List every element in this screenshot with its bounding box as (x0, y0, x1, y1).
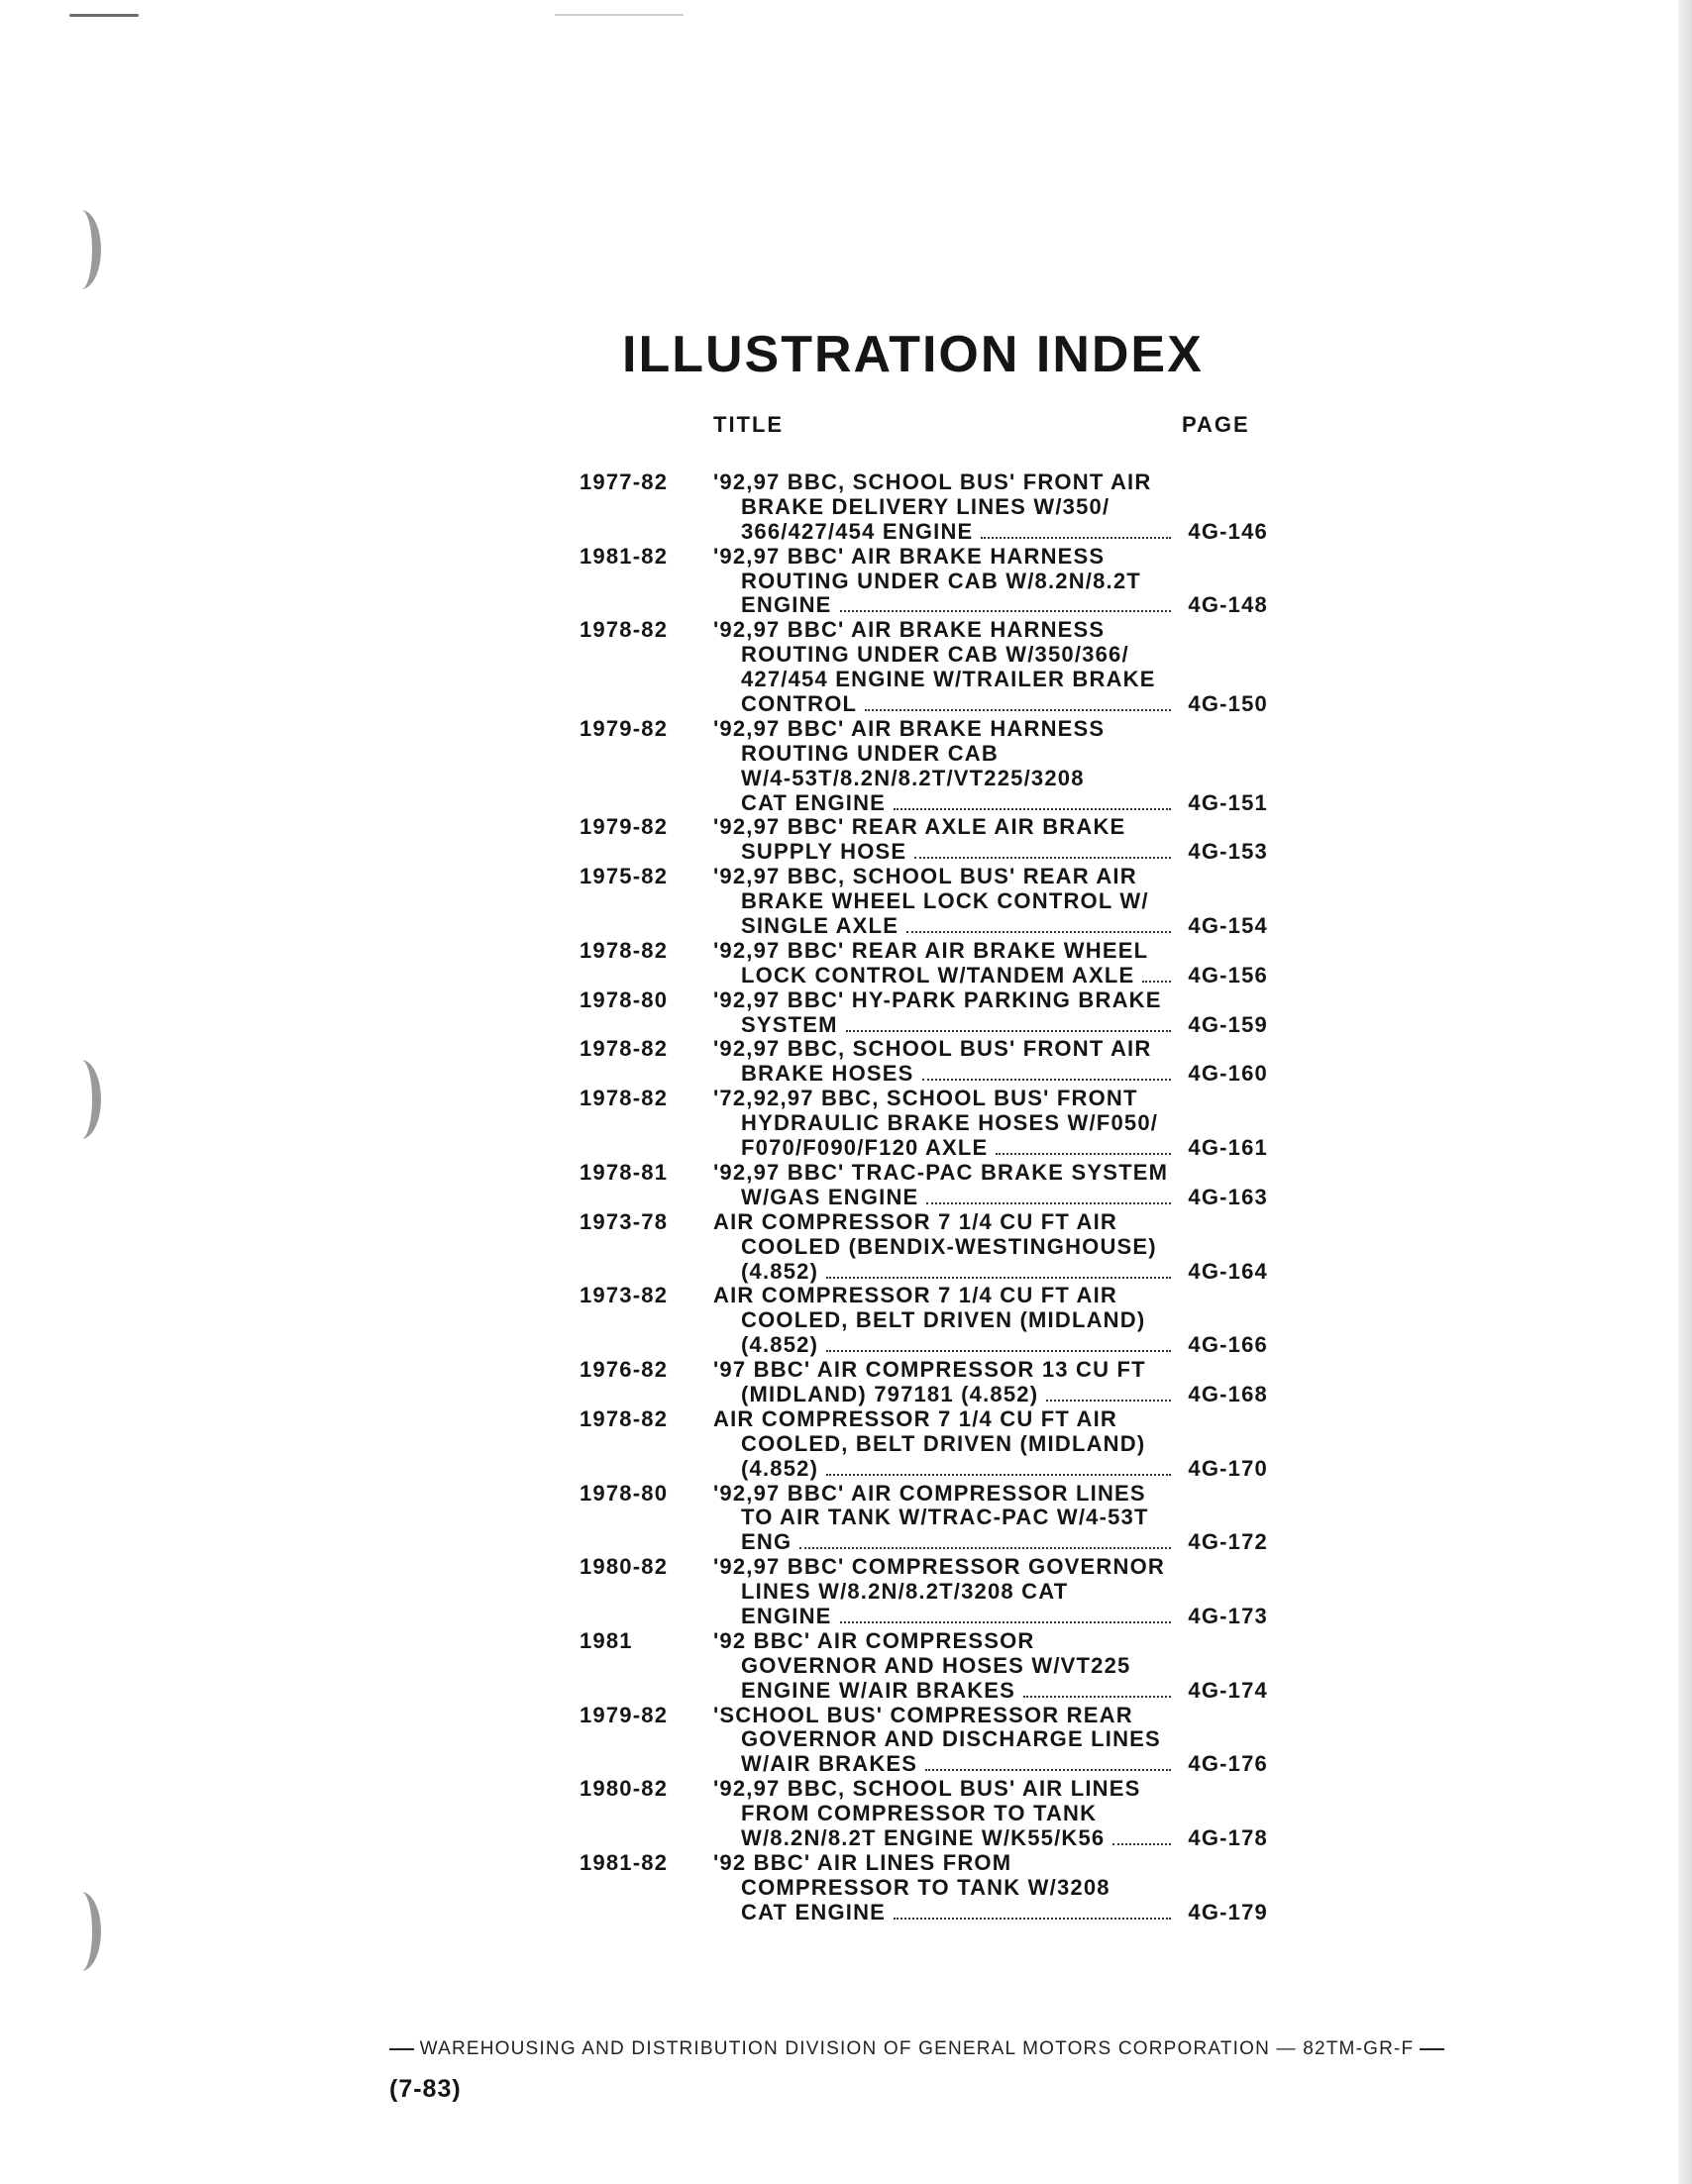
index-list (580, 470, 1273, 1925)
entry-title-line: 366/427/454 ENGINE (741, 518, 974, 544)
entry-title (713, 1284, 1268, 1358)
entry-title (713, 618, 1268, 717)
entry-year: 1973-78 (580, 1208, 669, 1234)
entry-title-line: TO AIR TANK W/TRAC-PAC W/4-53T (741, 1505, 1149, 1530)
index-entry (580, 988, 1273, 1038)
entry-title-line: COOLED, BELT DRIVEN (MIDLAND) (741, 1430, 1146, 1456)
dot-leader (981, 537, 1171, 539)
entry-year: 1978-80 (580, 1480, 669, 1506)
index-entry (580, 717, 1273, 816)
entry-page: 4G-153 (1188, 839, 1268, 865)
entry-title (713, 1161, 1268, 1210)
binder-hole-middle (61, 1060, 101, 1139)
entry-title-last-line (713, 1901, 1268, 1925)
index-entry (580, 1210, 1273, 1285)
entry-year: 1980-82 (580, 1554, 669, 1580)
entry-title-last-line (713, 791, 1268, 816)
entry-title-last-line (713, 1062, 1268, 1087)
entry-title-last-line (713, 1013, 1268, 1038)
entry-title (713, 1087, 1268, 1161)
entry-page: 4G-174 (1188, 1677, 1268, 1703)
entry-title (713, 470, 1268, 545)
footer-text: WAREHOUSING AND DISTRIBUTION DIVISION OF GENERAL MOTORS CORPORATION — 82TM-GR-F (419, 2038, 1415, 2059)
entry-year: 1978-82 (580, 937, 669, 963)
dot-leader (846, 1030, 1171, 1032)
index-entry (580, 939, 1273, 988)
entry-page: 4G-154 (1188, 913, 1268, 939)
footer-rule-left (389, 2048, 414, 2050)
column-header-page: PAGE (1182, 412, 1250, 437)
dot-leader (840, 610, 1171, 612)
entry-year: 1977-82 (580, 469, 669, 494)
entry-title-last-line (713, 1333, 1268, 1358)
entry-title-line: '92,97 BBC' AIR BRAKE HARNESS (713, 715, 1106, 741)
entry-title-line: COOLED (BENDIX-WESTINGHOUSE) (741, 1233, 1157, 1259)
dot-leader (1046, 1400, 1171, 1402)
index-entry (580, 1555, 1273, 1629)
entry-title-last-line (713, 1136, 1268, 1161)
index-entry (580, 1482, 1273, 1556)
entry-title-line: GOVERNOR AND HOSES W/VT225 (741, 1652, 1131, 1678)
entry-year: 1978-82 (580, 1036, 669, 1062)
dot-leader (826, 1350, 1171, 1352)
entry-title-last-line (713, 1530, 1268, 1555)
footer-rule-right (1420, 2048, 1444, 2050)
entry-title (713, 1358, 1268, 1407)
entry-title-line: '92,97 BBC' REAR AXLE AIR BRAKE (713, 814, 1126, 840)
entry-title-line: (MIDLAND) 797181 (4.852) (741, 1381, 1039, 1406)
entry-title-last-line (713, 1752, 1268, 1777)
entry-title-line: (4.852) (741, 1258, 819, 1284)
index-entry (580, 1851, 1273, 1925)
entry-title (713, 939, 1268, 988)
entry-title-line: AIR COMPRESSOR 7 1/4 CU FT AIR (713, 1208, 1118, 1234)
dot-leader (926, 1202, 1171, 1204)
index-entry (580, 1407, 1273, 1482)
page-title: ILLUSTRATION INDEX (622, 326, 1204, 383)
entry-page: 4G-156 (1188, 962, 1268, 988)
index-entry (580, 1087, 1273, 1161)
binder-hole-top (61, 210, 101, 289)
dot-leader (894, 1918, 1171, 1920)
entry-title-line: ENG (741, 1529, 793, 1555)
entry-title-line: ROUTING UNDER CAB W/350/366/ (741, 642, 1129, 668)
entry-title-last-line (713, 593, 1268, 618)
entry-title-line: '92,97 BBC' AIR COMPRESSOR LINES (713, 1480, 1146, 1506)
dot-leader (865, 709, 1171, 711)
entry-title-line: '97 BBC' AIR COMPRESSOR 13 CU FT (713, 1357, 1146, 1383)
entry-page: 4G-146 (1188, 518, 1268, 544)
entry-title-line: COMPRESSOR TO TANK W/3208 (741, 1874, 1110, 1900)
entry-title (713, 865, 1268, 939)
entry-title-line: F070/F090/F120 AXLE (741, 1135, 989, 1161)
entry-title-line: COOLED, BELT DRIVEN (MIDLAND) (741, 1307, 1146, 1333)
entry-title-line: ROUTING UNDER CAB (741, 740, 999, 766)
entry-title-line: (4.852) (741, 1455, 819, 1481)
entry-title-line: 427/454 ENGINE W/TRAILER BRAKE (741, 667, 1156, 692)
entry-year: 1979-82 (580, 715, 669, 741)
entry-title-line: '92 BBC' AIR LINES FROM (713, 1849, 1012, 1875)
entry-title (713, 1704, 1268, 1778)
entry-year: 1978-80 (580, 987, 669, 1012)
entry-year: 1981 (580, 1627, 633, 1653)
entry-title (713, 545, 1268, 619)
entry-title-line: '92,97 BBC' REAR AIR BRAKE WHEEL (713, 937, 1149, 963)
entry-title-line: AIR COMPRESSOR 7 1/4 CU FT AIR (713, 1283, 1118, 1308)
entry-title-line: SYSTEM (741, 1011, 838, 1037)
entry-page: 4G-164 (1188, 1258, 1268, 1284)
entry-title-last-line (713, 914, 1268, 939)
entry-page: 4G-148 (1188, 592, 1268, 618)
dot-leader (906, 931, 1171, 933)
entry-year: 1978-82 (580, 1086, 669, 1111)
entry-year: 1975-82 (580, 864, 669, 889)
entry-title (713, 717, 1268, 816)
index-entry (580, 1629, 1273, 1704)
entry-page: 4G-161 (1188, 1135, 1268, 1161)
entry-title-line: BRAKE WHEEL LOCK CONTROL W/ (741, 888, 1149, 914)
entry-year: 1978-82 (580, 1405, 669, 1431)
entry-title-line: W/8.2N/8.2T ENGINE W/K55/K56 (741, 1824, 1106, 1850)
entry-year: 1973-82 (580, 1283, 669, 1308)
dot-leader (925, 1769, 1171, 1771)
entry-title-line: '92 BBC' AIR COMPRESSOR (713, 1627, 1035, 1653)
entry-title-last-line (713, 1186, 1268, 1210)
entry-title-line: '92,97 BBC, SCHOOL BUS' FRONT AIR (713, 469, 1152, 494)
entry-title (713, 1210, 1268, 1285)
index-entry (580, 1284, 1273, 1358)
entry-year: 1978-82 (580, 617, 669, 643)
dot-leader (799, 1547, 1171, 1549)
entry-title-line: ENGINE (741, 592, 832, 618)
scan-mark (69, 14, 139, 17)
entry-page: 4G-163 (1188, 1184, 1268, 1209)
entry-year: 1981-82 (580, 543, 669, 569)
index-entry (580, 618, 1273, 717)
index-entry (580, 1161, 1273, 1210)
entry-title-line: W/4-53T/8.2N/8.2T/VT225/3208 (741, 765, 1085, 790)
entry-title (713, 1851, 1268, 1925)
entry-title-line: '92,97 BBC' TRAC-PAC BRAKE SYSTEM (713, 1159, 1169, 1185)
dot-leader (1142, 981, 1171, 983)
entry-title-line: LINES W/8.2N/8.2T/3208 CAT (741, 1579, 1069, 1605)
entry-page: 4G-159 (1188, 1011, 1268, 1037)
entry-title-line: BRAKE DELIVERY LINES W/350/ (741, 493, 1110, 519)
entry-title-last-line (713, 1679, 1268, 1704)
entry-title-line: FROM COMPRESSOR TO TANK (741, 1801, 1098, 1826)
entry-title-line: CAT ENGINE (741, 789, 887, 815)
entry-title-last-line (713, 964, 1268, 988)
entry-title (713, 1777, 1268, 1851)
entry-title-last-line (713, 692, 1268, 717)
dot-leader (894, 808, 1171, 810)
entry-title-line: CONTROL (741, 691, 858, 717)
entry-page: 4G-173 (1188, 1603, 1268, 1628)
entry-title-line: '92,97 BBC' COMPRESSOR GOVERNOR (713, 1554, 1165, 1580)
dot-leader (826, 1277, 1171, 1279)
footer (389, 2038, 1444, 2060)
entry-title-line: GOVERNOR AND DISCHARGE LINES (741, 1726, 1161, 1752)
entry-page: 4G-150 (1188, 691, 1268, 717)
dot-leader (914, 857, 1171, 859)
entry-title (713, 1555, 1268, 1629)
entry-page: 4G-176 (1188, 1751, 1268, 1777)
entry-title-line: W/AIR BRAKES (741, 1751, 918, 1777)
index-entry (580, 1037, 1273, 1087)
entry-title-last-line (713, 840, 1268, 865)
entry-title-line: W/GAS ENGINE (741, 1184, 919, 1209)
index-entry (580, 1704, 1273, 1778)
entry-title (713, 1037, 1268, 1087)
dot-leader (1023, 1696, 1171, 1698)
entry-title-line: '92,97 BBC, SCHOOL BUS' AIR LINES (713, 1776, 1141, 1802)
entry-title-line: '92,97 BBC' AIR BRAKE HARNESS (713, 543, 1106, 569)
entry-title-last-line (713, 520, 1268, 545)
entry-title-line: '72,92,97 BBC, SCHOOL BUS' FRONT (713, 1086, 1138, 1111)
entry-title-line: ENGINE (741, 1603, 832, 1628)
entry-page: 4G-166 (1188, 1332, 1268, 1358)
dot-leader (826, 1474, 1171, 1476)
dot-leader (996, 1153, 1171, 1155)
entry-page: 4G-172 (1188, 1529, 1268, 1555)
entry-page: 4G-168 (1188, 1381, 1268, 1406)
entry-title-line: ROUTING UNDER CAB W/8.2N/8.2T (741, 568, 1141, 593)
revision-date: (7-83) (389, 2075, 462, 2103)
column-header-title: TITLE (713, 412, 785, 437)
entry-title-line: ENGINE W/AIR BRAKES (741, 1677, 1016, 1703)
page-edge-shadow (1678, 0, 1692, 2184)
entry-page: 4G-178 (1188, 1824, 1268, 1850)
entry-title-line: SINGLE AXLE (741, 913, 899, 939)
index-entry (580, 1358, 1273, 1407)
entry-title-last-line (713, 1605, 1268, 1629)
index-entry (580, 865, 1273, 939)
entry-title (713, 1629, 1268, 1704)
entry-title-line: '92,97 BBC, SCHOOL BUS' FRONT AIR (713, 1036, 1152, 1062)
entry-title-last-line (713, 1826, 1268, 1851)
entry-title-line: AIR COMPRESSOR 7 1/4 CU FT AIR (713, 1405, 1118, 1431)
scan-mark (555, 14, 684, 16)
dot-leader (1112, 1843, 1171, 1845)
dot-leader (922, 1079, 1171, 1081)
entry-title (713, 1482, 1268, 1556)
entry-title-line: 'SCHOOL BUS' COMPRESSOR REAR (713, 1702, 1133, 1727)
entry-title-last-line (713, 1457, 1268, 1482)
entry-year: 1981-82 (580, 1849, 669, 1875)
entry-title-last-line (713, 1260, 1268, 1285)
entry-title-line: SUPPLY HOSE (741, 839, 907, 865)
entry-title-line: '92,97 BBC' HY-PARK PARKING BRAKE (713, 987, 1162, 1012)
entry-year: 1979-82 (580, 814, 669, 840)
entry-page: 4G-160 (1188, 1061, 1268, 1087)
index-entry (580, 470, 1273, 545)
entry-title-line: HYDRAULIC BRAKE HOSES W/F050/ (741, 1110, 1159, 1136)
entry-title (713, 1407, 1268, 1482)
entry-year: 1980-82 (580, 1776, 669, 1802)
entry-year: 1976-82 (580, 1357, 669, 1383)
entry-title-line: LOCK CONTROL W/TANDEM AXLE (741, 962, 1135, 988)
index-entry (580, 815, 1273, 865)
entry-year: 1978-81 (580, 1159, 669, 1185)
entry-title-line: BRAKE HOSES (741, 1061, 914, 1087)
entry-page: 4G-151 (1188, 789, 1268, 815)
entry-title-line: '92,97 BBC' AIR BRAKE HARNESS (713, 617, 1106, 643)
index-entry (580, 1777, 1273, 1851)
entry-year: 1979-82 (580, 1702, 669, 1727)
dot-leader (840, 1621, 1171, 1623)
entry-title-line: '92,97 BBC, SCHOOL BUS' REAR AIR (713, 864, 1137, 889)
entry-title-line: CAT ENGINE (741, 1899, 887, 1924)
index-entry (580, 545, 1273, 619)
binder-hole-bottom (61, 1892, 101, 1971)
entry-title-line: (4.852) (741, 1332, 819, 1358)
entry-title (713, 815, 1268, 865)
entry-title-last-line (713, 1383, 1268, 1407)
entry-page: 4G-179 (1188, 1899, 1268, 1924)
entry-page: 4G-170 (1188, 1455, 1268, 1481)
entry-title (713, 988, 1268, 1038)
